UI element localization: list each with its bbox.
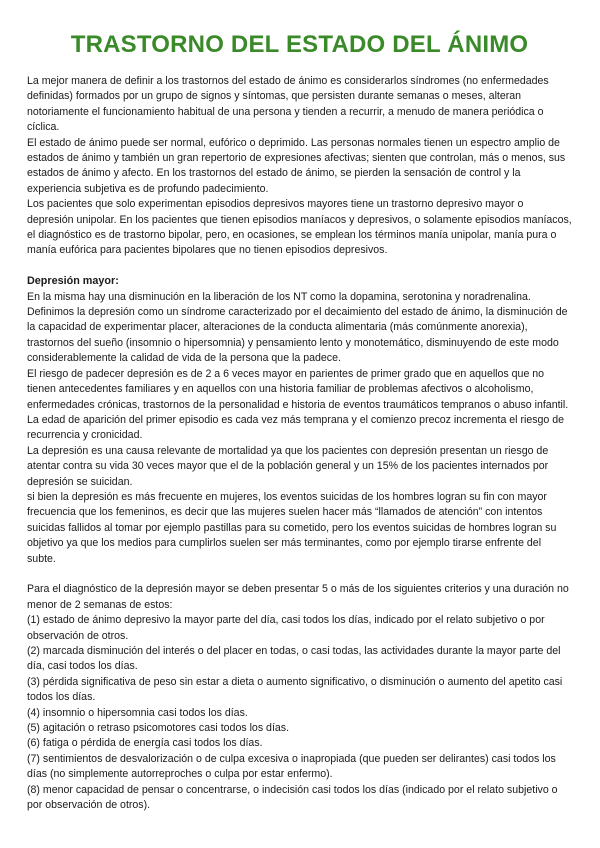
section-paragraph: El riesgo de padecer depresión es de 2 a 6 veces mayor en parientes de primer grado que en aquellos que no tienen antecedentes familiares y en aquellos con una historia familiar de problemas afectivos o alcoholismo, enfermedades crónicas, trastornos de la personalidad e historia de eventos traumáticos tempranos o abuso infantil. La edad de aparición del primer episodio es cada vez más temprana y el comienzo precoz incrementa el riesgo de recurrencia y cronicidad. — [27, 367, 569, 442]
intro-paragraph: Los pacientes que solo experimentan episodios depresivos mayores tiene un trastorno depresivo mayor o depresión unipolar. En los pacientes que tienen episodios maníacos y depresivos, o solamente episodios maníacos, el diagnóstico es de trastorno bipolar, pero, en ocasiones, se emplean los términos manía unipolar, manía pura o manía eufórica para pacientes bipolares que no tienen episodios depresivos. — [27, 198, 572, 257]
spacer — [27, 567, 572, 582]
criteria-item: (5) agitación o retraso psicomotores casi todos los días. — [27, 722, 290, 735]
criteria-block — [27, 582, 572, 813]
criteria-list — [27, 613, 572, 813]
criteria-item: (8) menor capacidad de pensar o concentrarse, o indecisión casi todos los días (indicado por el relato subjetivo o por observación de otros). — [27, 783, 558, 812]
section-paragraph: Definimos la depresión como un síndrome caracterizado por el decaimiento del estado de ánimo, la disminución de la capacidad de experimentar placer, alteraciones de la conducta alimentaria (más comúnmente anorexia), trastornos del sueño (insomnio o hipersomnia) y pensamiento lento y monotemático, disminuyendo de este modo considerablemente la calidad de vida de la persona que la padece. — [27, 306, 568, 365]
criteria-intro: Para el diagnóstico de la depresión mayor se deben presentar 5 o más de los siguientes criterios y una duración no menor de 2 semanas de estos: — [27, 583, 569, 611]
criteria-item: (6) fatiga o pérdida de energía casi todos los días. — [27, 737, 263, 750]
criteria-item: (2) marcada disminución del interés o del placer en todas, o casi todas, las actividades durante la mayor parte del día, casi todos los días. — [27, 645, 561, 673]
section-paragraph: En la misma hay una disminución en la liberación de los NT como la dopamina, serotonina y noradrenalina. — [27, 290, 531, 303]
section-paragraph: si bien la depresión es más frecuente en mujeres, los eventos suicidas de los hombres logran su fin con mayor frecuencia que los femeninos, es decir que las mujeres suelen hacer más “llamados de atención” con intentos suicidas fallidos al tomar por ejemplo pastillas para su cometido, pero los eventos suicidas de hombres logran su objetivo ya que los medios para cumplirlos suelen ser más terminantes, como por ejemplo tirarse enfrente del subte. — [27, 490, 557, 565]
section-heading: Depresión mayor: — [27, 275, 119, 288]
criteria-item: (7) sentimientos de desvalorización o de culpa excesiva o inapropiada (que pueden ser delirantes) casi todos los días (no simplemente autorreproches o culpa por estar enfermo). — [27, 752, 556, 781]
criteria-item: (3) pérdida significativa de peso sin estar a dieta o aumento significativo, o disminución o aumento del apetito casi todos los días. — [27, 675, 563, 704]
intro-paragraph: La mejor manera de definir a los trastornos del estado de ánimo es considerarlos síndromes (no enfermedades definidas) formados por un grupo de signos y síntomas, que persisten durante semanas o meses, alteran notoriamente el funcionamiento habitual de una persona y tienden a recurrir, a menudo de manera periódica o cíclica. — [27, 75, 549, 134]
spacer — [27, 259, 572, 274]
intro-block — [27, 74, 572, 259]
intro-paragraph: El estado de ánimo puede ser normal, eufórico o deprimido. Las personas normales tienen un espectro amplio de estados de ánimo y también un gran repertorio de expresiones afectivas; sienten que controlan, más o menos, sus estados de ánimo y afecto. En los trastornos del estado de ánimo, se pierden la sensación de control y la experiencia subjetiva es de profundo padecimiento. — [27, 136, 566, 195]
document-title: TRASTORNO DEL ESTADO DEL ÁNIMO — [70, 31, 529, 58]
section-depresion-mayor — [27, 274, 572, 567]
section-paragraph: La depresión es una causa relevante de mortalidad ya que los pacientes con depresión presentan un riesgo de atentar contra su vida 30 veces mayor que el de la población general y un 15% de los pacientes internados por depresión se suicidan. — [27, 444, 549, 488]
criteria-item: (4) insomnio o hipersomnia casi todos los días. — [27, 706, 248, 719]
criteria-item: (1) estado de ánimo depresivo la mayor parte del día, casi todos los días, indicado por el relato subjetivo o por observación de otros. — [27, 614, 545, 642]
